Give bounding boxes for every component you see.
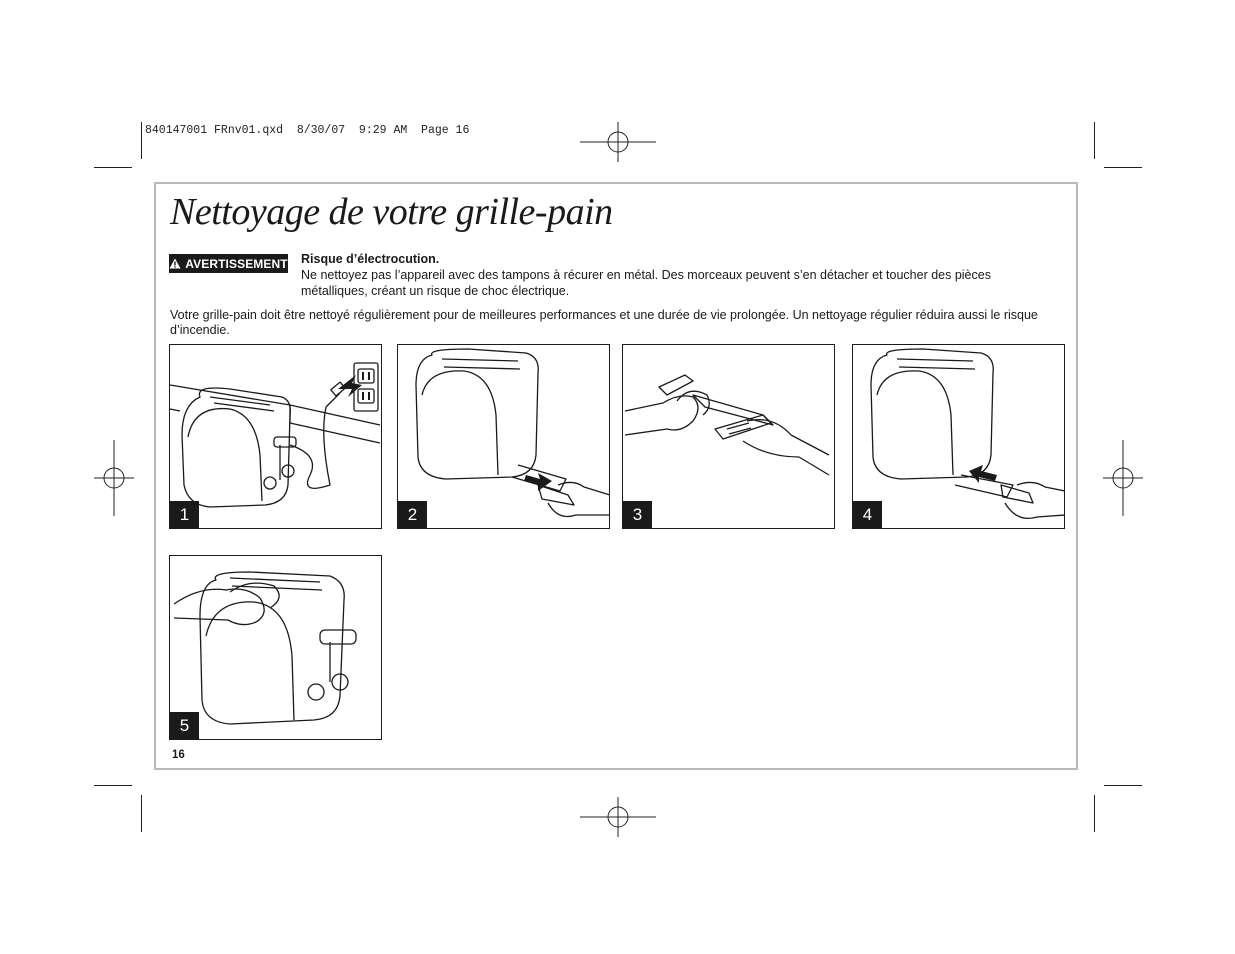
crop-mark (1094, 122, 1095, 159)
insert-crumb-tray-illustration (853, 345, 1065, 529)
step-panel-2 (397, 344, 610, 529)
step-panel-4 (852, 344, 1065, 529)
step-number: 4 (853, 501, 882, 528)
step-number: 3 (623, 501, 652, 528)
page-title: Nettoyage de votre grille-pain (170, 191, 613, 233)
crop-mark (1104, 785, 1142, 786)
step-panel-1 (169, 344, 382, 529)
printer-slug: 840147001 FRnv01.qxd 8/30/07 9:29 AM Page 16 (145, 124, 470, 137)
crop-mark (141, 795, 142, 832)
crop-mark (94, 785, 132, 786)
remove-crumb-tray-illustration (398, 345, 610, 529)
step-panel-3 (622, 344, 835, 529)
registration-mark-icon (580, 122, 656, 162)
crop-mark (141, 122, 142, 159)
crop-mark (1094, 795, 1095, 832)
crop-mark (94, 167, 132, 168)
unplug-toaster-illustration (170, 345, 382, 529)
step-number: 5 (170, 712, 199, 739)
page-number: 16 (172, 749, 185, 761)
intro-paragraph: Votre grille-pain doit être nettoyé régulièrement pour de meilleures performances et une durée de vie prolongée. Un nettoyage régulier réduira aussi le risque d’incendie. (170, 308, 1038, 337)
registration-mark-icon (94, 440, 134, 516)
warning-body: Ne nettoyez pas l’appareil avec des tampons à récurer en métal. Des morceaux peuvent s’en détacher et toucher des pièces métalliques, créant un risque de choc électrique. (301, 268, 991, 298)
step-number: 2 (398, 501, 427, 528)
wipe-toaster-exterior-illustration (170, 556, 382, 740)
crop-mark (1104, 167, 1142, 168)
warning-badge-label: AVERTISSEMENT (185, 256, 288, 271)
warning-triangle-icon (169, 258, 181, 269)
warning-badge (169, 254, 288, 273)
registration-mark-icon (580, 797, 656, 837)
registration-mark-icon (1103, 440, 1143, 516)
wipe-crumb-tray-illustration (623, 345, 835, 529)
step-number: 1 (170, 501, 199, 528)
warning-heading: Risque d’électrocution. (301, 252, 440, 266)
step-panel-5 (169, 555, 382, 740)
